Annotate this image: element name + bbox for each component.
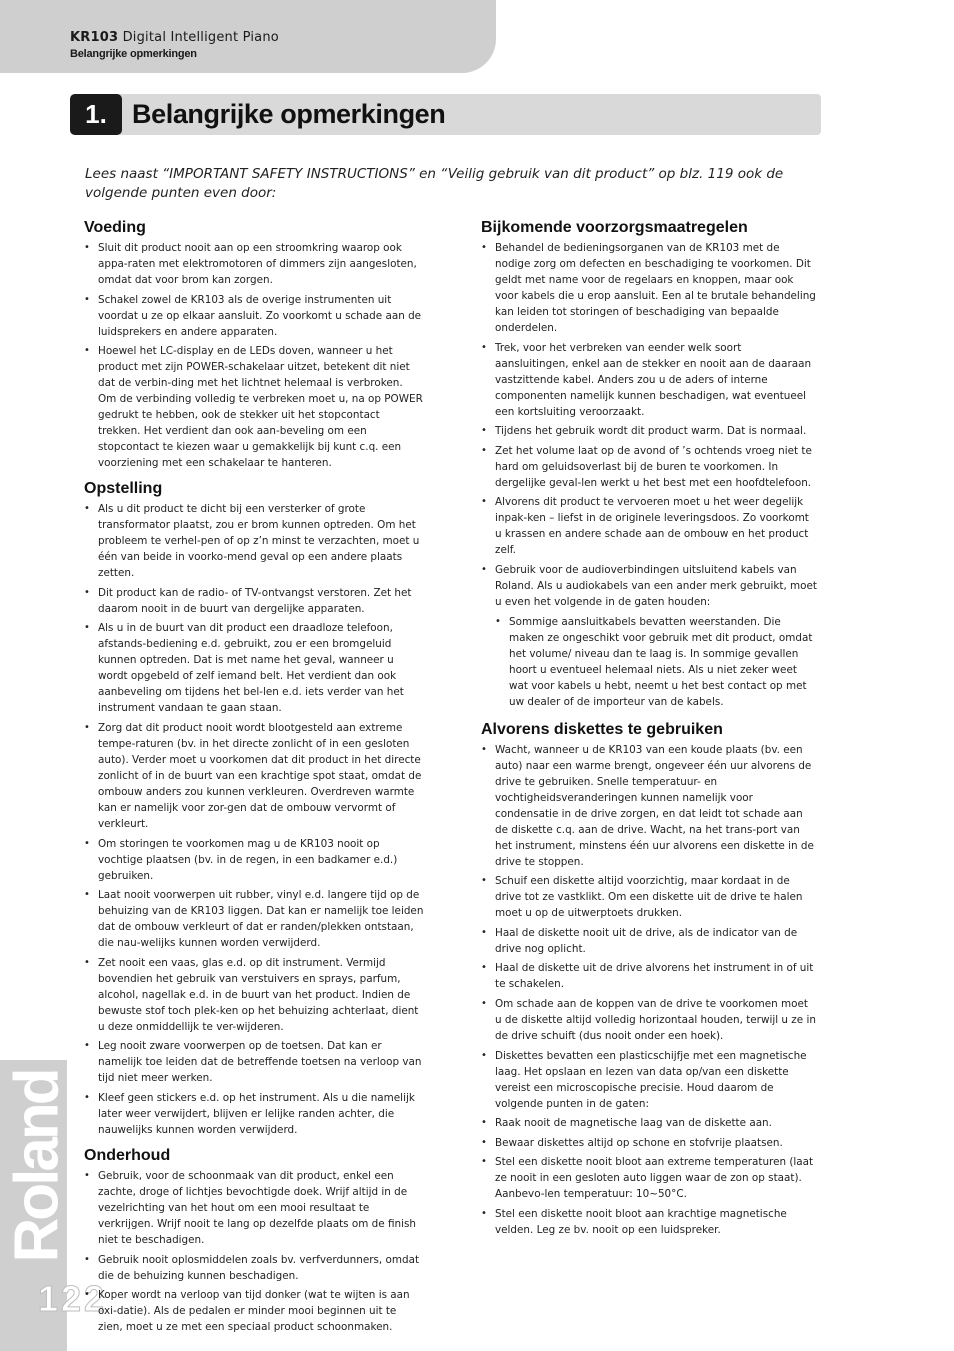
list-item: • Leg nooit zware voorwerpen op de toetsen. Dat kan er namelijk toe leiden dat de betreffende toetsen na verloop van tijd niet meer werken. (84, 1038, 424, 1086)
list-item: • Kleef geen stickers e.d. op het instrument. Als u die namelijk later weer verwijdert, blijven er lelijke randen achter, die nauwelijks kunnen worden verwijderd. (84, 1090, 424, 1138)
list-item: • Tijdens het gebruik wordt dit product warm. Dat is normaal. (481, 423, 817, 439)
page-number: 122 (38, 1278, 108, 1319)
section-title: Alvorens diskettes te gebruiken (481, 720, 723, 738)
chapter-number: 1. (70, 94, 122, 135)
list-item: • Als u dit product te dicht bij een versterker of grote transformator plaatst, zou er brom kunnen optreden. Om het probleem te verhel-pen of op z’n minst te verzachten, moet u één van beide in voorko-mend geval op een andere plaats zetten. (84, 501, 424, 581)
section-voeding (84, 218, 424, 471)
list-item: • Zet nooit een vaas, glas e.d. op dit instrument. Vermijd bovendien het gebruik van verstuivers en sprays, parfum, alcohol, nagellak e.d. in de buurt van het product. Indien de bewuste stof toch plek-ken op het behuizing achterlaat, dient u deze onmiddellijk te ver-wijderen. (84, 955, 424, 1035)
bullet-list (481, 240, 817, 710)
list-item: • Om schade aan de koppen van de drive te voorkomen moet u de diskette altijd volledig horizontaal houden, terwijl u ze in de drive schuift (dus nooit onder een hoek). (481, 996, 817, 1044)
chapter-title: Belangrijke opmerkingen (132, 99, 446, 129)
list-item: • Laat nooit voorwerpen uit rubber, vinyl e.d. langere tijd op de behuizing van de KR103 liggen. Dat kan er namelijk toe leiden dat de ombouw verkleurt of dat er randen/plekken ontstaan, die nau-welijks kunnen worden verwijderd. (84, 887, 424, 951)
list-item: • Haal de diskette nooit uit de drive, als de indicator van de drive nog oplicht. (481, 925, 817, 957)
section-alvorens-diskettes (481, 720, 817, 1238)
header-product (70, 30, 279, 45)
list-item: • Schakel zowel de KR103 als de overige instrumenten uit voordat u ze op elkaar aansluit. Zo voorkomt u schade aan de luidsprekers en andere apparaten. (84, 292, 424, 340)
brand-logo: Roland (2, 1070, 72, 1263)
list-item: • Trek, voor het verbreken van eender welk soort aansluitingen, enkel aan de stekker en nooit aan de daaraan vastzittende kabel. Anders zou u de aders of interne componenten namelijk kunnen beschadigen, wat eventueel een kortsluiting veroorzaakt. (481, 340, 817, 420)
list-item: • Sluit dit product nooit aan op een stroomkring waarop ook appa-raten met elektromotoren of dimmers zijn aangesloten, omdat dat voor brom kan zorgen. (84, 240, 424, 288)
section-title: Onderhoud (84, 1146, 171, 1164)
list-item: • Alvorens dit product te vervoeren moet u het weer degelijk inpak-ken – liefst in de originele leveringsdoos. Zo voorkomt u krassen en andere schade aan de ombouw en het product zelf. (481, 494, 817, 558)
section-title: Bijkomende voorzorgsmaatregelen (481, 219, 748, 236)
list-item: • Haal de diskette uit de drive alvorens het instrument in of uit te schakelen. (481, 960, 817, 992)
list-item: • Als u in de buurt van dit product een draadloze telefoon, afstands-bediening e.d. gebruikt, zou er een bromgeluid kunnen optreden. Dat is met name het geval, wanneer u wordt opgebeld of zelf iemand belt. Het verdient dan ook aanbeveling om tijdens het bel-len e.d. iets verder van het instrument vandaan te gaan staan. (84, 620, 424, 716)
list-item: • Gebruik, voor de schoonmaak van dit product, enkel een zachte, droge of lichtjes bevochtigde doek. Wrijf altijd in de vezelrichting van het hout om een mooi resultaat te verkrijgen. Wrijf nooit te lang op dezelfde plaats om de finish niet te beschadigen. (84, 1168, 424, 1248)
bullet-list (84, 240, 424, 471)
intro-paragraph: Lees naast “IMPORTANT SAFETY INSTRUCTIONS” en “Veilig gebruik van dit product” op blz. 119 ook de volgende punten even door: (85, 166, 784, 201)
section-title: Opstelling (84, 480, 163, 498)
list-item: • Stel een diskette nooit bloot aan extreme temperaturen (laat ze nooit in een gesloten auto liggen waar de zon op staat). Aanbevo-len temperatuur: 10~50°C. (481, 1154, 817, 1202)
list-item: • Zet het volume laat op de avond of ’s ochtends vroeg niet te hard om geluidsoverlast bij de buren te voorkomen. In dergelijke geval-len werkt u het best met een hoofdtelefoon. (481, 443, 817, 491)
list-item: • Hoewel het LC-display en de LEDs doven, wanneer u het product met zijn POWER-schakelaar uitzet, betekent dit niet dat de verbin-ding met het lichtnet helemaal is verbroken. Om de verbinding volledig te verbreken moet u, na op POWER gedrukt te hebben, ook de stekker uit het stopcontact trekken. Het verdient dan ook aan-beveling om een stopcontact te kiezen waar u gemakkelijk bij kunt c.q. een voorziening met een schakelaar te hanteren. (84, 343, 424, 471)
list-item: • Wacht, wanneer u de KR103 van een koude plaats (bv. een auto) naar een warme brengt, ongeveer één uur alvorens de drive te gebruiken. Snelle temperatuur- en vochtigheidsveranderingen kunnen namelijk voor condensatie in de drive zorgen, en dat leidt tot schade aan de diskette c.q. aan de drive. Wacht, na het trans-port van het instrument, minstens één uur alvorens een diskette in de drive te stoppen. (481, 742, 817, 870)
list-item: • Bewaar diskettes altijd op schone en stofvrije plaatsen. (481, 1135, 817, 1151)
list-item: • Dit product kan de radio- of TV-ontvangst verstoren. Zet het daarom nooit in de buurt van dergelijke apparaten. (84, 585, 424, 617)
bullet-list (481, 742, 817, 1238)
list-item: • Zorg dat dit product nooit wordt blootgesteld aan extreme tempe-raturen (bv. in het directe zonlicht of in een gesloten auto). Verder moet u voorkomen dat dit product in het directe zonlicht of in de buurt van een krachtige spot staat, omdat de ombouw anders zou kunnen verkleuren. Overdreven warmte kan er namelijk voor zor-gen dat de ombouw vervormt of verkleurt. (84, 720, 424, 832)
list-item: • Om storingen te voorkomen mag u de KR103 nooit op vochtige plaatsen (bv. in de regen, in een badkamer e.d.) gebruiken. (84, 836, 424, 884)
product-model: KR103 (70, 30, 119, 45)
list-item: • Behandel de bedieningsorganen van de KR103 met de nodige zorg om defecten en beschadiging te voorkomen. Dit geldt met name voor de regelaars en knoppen, maar ook voor kabels die u erop aansluit. Een al te brutale behandeling kan leiden tot storingen of beschadiging van bepaalde onderdelen. (481, 240, 817, 336)
list-item: • Raak nooit de magnetische laag van de diskette aan. (481, 1115, 817, 1131)
left-column (84, 218, 424, 1339)
right-column (481, 218, 817, 1242)
list-item: • Diskettes bevatten een plasticschijfje met een magnetische laag. Het opslaan en lezen van data op/van een diskette vereist een microscopische precisie. Houd daarom de volgende punten in de gaten: (481, 1048, 817, 1112)
product-name: Digital Intelligent Piano (122, 30, 279, 45)
bullet-list (84, 501, 424, 1138)
list-item: • Gebruik voor de audioverbindingen uitsluitend kabels van Roland. Als u audiokabels van een ander merk gebruikt, moet u even het volgende in de gaten houden: (481, 562, 817, 610)
section-onderhoud (84, 1146, 424, 1335)
list-item: • Gebruik nooit oplosmiddelen zoals bv. verfverdunners, omdat die de behuizing kunnen beschadigen. (84, 1252, 424, 1284)
header-section-name: Belangrijke opmerkingen (70, 48, 197, 60)
section-opstelling (84, 479, 424, 1138)
list-item: • Schuif een diskette altijd voorzichtig, maar kordaat in de drive tot ze vastklikt. Om een diskette uit de drive te halen moet u op de uitwerptoets drukken. (481, 873, 817, 921)
sub-list-item: • Sommige aansluitkabels bevatten weerstanden. Die maken ze ongeschikt voor gebruik met dit product, omdat het volume/ niveau dan te laag is. In sommige gevallen hoort u eventueel helemaal niets. Als u niet zeker weet wat voor kabels u hebt, neemt u het best contact op met uw dealer of de importeur van de kabels. (481, 614, 817, 710)
list-item: • Koper wordt na verloop van tijd donker (wat te wijten is aan oxi-datie). Als de pedalen er minder mooi beginnen uit te zien, moet u ze met een speciaal product schoonmaken. (84, 1287, 424, 1335)
section-bijkomende-voorzorgsmaatregelen (481, 218, 817, 710)
section-title: Voeding (84, 219, 146, 236)
list-item: • Stel een diskette nooit bloot aan krachtige magnetische velden. Leg ze bv. nooit op een luidspreker. (481, 1206, 817, 1238)
bullet-list (84, 1168, 424, 1335)
